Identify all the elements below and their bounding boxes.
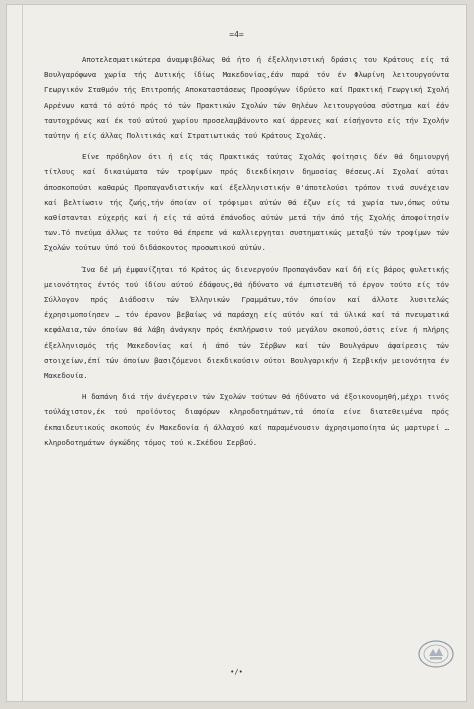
- continuation-mark: •/•: [230, 668, 243, 676]
- paragraph-4: Η δαπάνη διά τήν άνέγερσιν τών Σχολών τούτων θά ήδύνατο νά έξοικονομηθή,μέχρι τινός τούλάχιστον,έκ τού προϊόντος διαφόρων κληροδοτημάτων,τά όποία είνε διατεθειμένα πρός έκπαιδευτικούς σκοπούς έν Μακεδονία ή άλλαχού καί παραμένουσιν άχρησιμοποίητα ώς μαρτυρεί … κληροδοτημάτων όγκώδης τόμος τού κ.Σκέδου Σερβού.: [44, 392, 449, 447]
- page-number: =4=: [229, 30, 244, 39]
- paragraph-3: Ίνα δέ μή έμφανίζηται τό Κράτος ώς διενεργούν Προπαγάνδαν καί δή είς βάρος φυλετικής μειονότητος έντός τού ίδίου αύτού έδάφους,θά ήδύνατο νά έμπιστευθή τό έργον τούτο είς τόν Σύλλογον πρός Διάδοσιν τών Έλληνικών Γραμμάτων,τόν όποίον καί άλλοτε λυσιτελώς έχρησιμοποίησεν … τόν έρανον βεβαίως νά παράσχη είς αύτόν καί τά ύλικά καί τά πνευματικά κεφάλαια,τών όποίων θά λάβη άνάγκην πρός έκπλήρωσιν τού μεγάλου σκοπού,όστις είνε ή πλήρης έξελληνισμός τής Μακεδονίας καί ή άπό τών Σέρβων καί τών Βουλγάρων άφαίρεσις τών στοιχείων,έπί τών όποίων βασιζόμενοι διεκδικούσιν ούτοι Βουλγαρικήν ή Σερβικήν μειονότητα έν Μακεδονία.: [44, 264, 449, 381]
- document-page: [6, 4, 467, 702]
- page-margin-line: [22, 4, 23, 702]
- document-body: [44, 52, 449, 456]
- paragraph-2: Είνε πρόδηλον ότι ή είς τάς Πρακτικάς ταύτας Σχολάς φοίτησις δέν θά δημιουργή τίτλους καί δικαιώματα τών τροφίμων πρός διεκδίκησιν δημοσίας θέσεως.Αί Σχολαί αύται άποσκοπούσι καθαρώς Προπαγανδιστικήν καί έξελληνιστικήν θ'άποτελούσι τρόπον τινά συνέχειαν καί βελτίωσιν τής ζωής,τήν όποίαν οί τρόφιμοι αύτών θά έζων είς τά χωρία των,όπως ούτω καθίστανται εύχερής καί ή είς τά αύτά έπάνοδος αύτών μετά τήν άπό τής Σχολής άποφοίτησίν των.Τό πνεύμα άλλως τε τούτο θά έπρεπε νά καλλιεργηται συστηματικώς μεταξύ τών τροφίμων τών Σχολών τούτων ύπό τού διδάσκοντος προσωπικού αύτών.: [44, 152, 449, 253]
- archive-stamp-icon: [416, 638, 456, 670]
- paragraph-1: Αποτελεσματικώτερα άναμφιβόλως θά ήτο ή έξελληνιστική δράσις του Κράτους είς τά Βουλγαρόφωνα χωρία τής Δυτικής ίδίως Μακεδονίας,έάν παρά τόν έν Φλωρίνη λειτουργούντα Γεωργικόν Σταθμόν τής Επιτροπής Αποκαταστάσεως Προσφύγων ίδρύετο καί Πρακτική Γεωργική Σχολή Αρρένων κατά τό αύτό πρός τό τών Πρακτικών Σχολών τών Θηλέων λειτουργούσα σύστημα καί έάν ταυτοχρόνως καί έκ τού αύτού χωρίου προσελαμβάνοντο καί άρρενες καί είσήγοντο είς τήν Σχολήν ταύτην ή είς άλλας Πολιτικάς καί Στρατιωτικάς τού Κράτους Σχολάς.: [44, 55, 449, 141]
